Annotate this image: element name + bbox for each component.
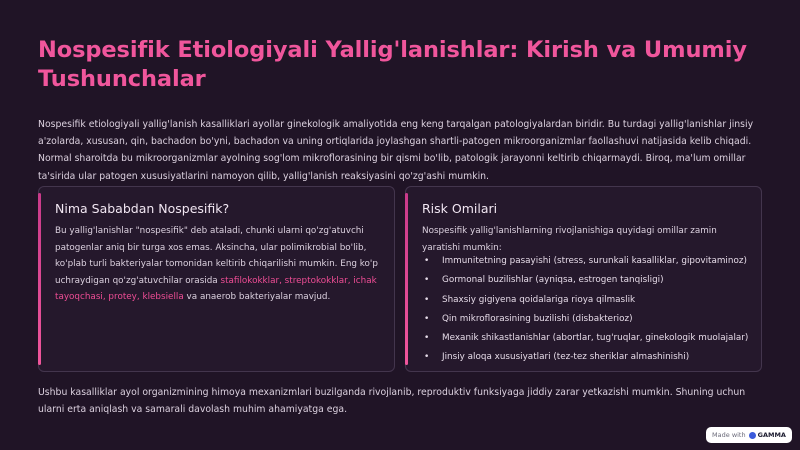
risk-factor-label: Gormonal buzilishlar (ayniqsa, estrogen tanqisligi) xyxy=(442,275,664,286)
risk-factor-label: Jinsiy aloqa xususiyatlari (tez-tez sheriklar almashinishi) xyxy=(442,352,690,363)
gamma-brand-label: GAMMA xyxy=(757,431,786,439)
card-nonspecific-reason xyxy=(38,186,395,372)
badge-prefix: Made with xyxy=(712,431,746,439)
bullet-icon: • xyxy=(424,256,430,266)
intro-paragraph: Nospesifik etiologiyali yallig'lanish kasalliklari ayollar ginekologik amaliyotida eng keng tarqalgan patologiyalardan biridir. Bu turdagi yallig'lanishlar jinsiy a'zolarda, xususan, qin, bachadon bo'yni, bachadon va uning ortiqlarida joylashgan shartli-patogen mikroorganizmlar faollashuvi natijasida kelib chiqadi. Normal sharoitda bu mikroorganizmlar ayolning sog'lom mikroflorasining bir qismi bo'lib, patologik jarayonni keltirib chiqarmaydi. Biroq, ma'lum omillar ta'sirida ular patogen xususiyatlarini namoyon qilib, yallig'lanish reaksiyasini qo'zg'ashi mumkin. xyxy=(38,119,754,182)
made-with-gamma-badge[interactable] xyxy=(706,427,792,443)
bullet-icon: • xyxy=(424,352,430,363)
card-text xyxy=(55,223,383,306)
card-title: Nima Sababdan Nospesifik? xyxy=(55,201,230,216)
list-item xyxy=(422,313,757,332)
card-title: Risk Omilari xyxy=(422,201,498,216)
risk-factor-label: Immunitetning pasayishi (stress, surunkali kasalliklar, gipovitaminoz) xyxy=(442,256,747,266)
risk-factor-label: Qin mikroflorasining buzilishi (disbakterioz) xyxy=(442,313,633,324)
list-item xyxy=(422,274,757,293)
bullet-icon: • xyxy=(424,333,430,344)
risk-factor-list xyxy=(422,255,757,371)
list-item xyxy=(422,294,757,313)
page-title: Nospesifik Etiologiyali Yallig'lanishlar: Kirish va Umumiy Tushunchalar xyxy=(38,37,747,92)
card-risk-factors xyxy=(405,186,762,372)
pathogen-highlight: stafilokokklar, streptokokklar, ichak tayoqchasi, protey, klebsiella xyxy=(55,275,377,302)
risk-factor-label: Shaxsiy gigiyena qoidalariga rioya qilmaslik xyxy=(442,294,636,305)
card-text: Nospesifik yallig'lanishlarning rivojlanishiga quyidagi omillar zamin yaratishi mumkin: xyxy=(422,226,717,253)
list-item xyxy=(422,255,757,274)
outro-paragraph: Ushbu kasalliklar ayol organizmining himoya mexanizmlari buzilganda rivojlanib, reproduktiv funksiyaga jiddiy zarar yetkazishi mumkin. Shuning uchun ularni erta aniqlash va samarali davolash muhim ahamiyatga ega. xyxy=(38,387,746,416)
bullet-icon: • xyxy=(424,294,430,305)
list-item xyxy=(422,351,757,370)
bullet-icon: • xyxy=(424,313,430,324)
gamma-brand xyxy=(749,431,786,439)
list-item xyxy=(422,332,757,351)
bullet-icon: • xyxy=(424,275,430,286)
card-text-after: va anaerob bakteriyalar mavjud. xyxy=(183,292,331,302)
gamma-logo-icon xyxy=(749,432,756,439)
card-text-before: Bu yallig'lanishlar "nospesifik" deb ataladi, chunki ularni qo'zg'atuvchi patogenlar aniq bir turga xos emas. Aksincha, ular polimikrobial bo'lib, ko'plab turli bakteriyalar tomonidan keltirib chiqarilishi mumkin. Eng ko'p uchraydigan qo'zg'atuvchilar orasida xyxy=(55,226,378,286)
risk-factor-label: Mexanik shikastlanishlar (abortlar, tug'ruqlar, ginekologik muolajalar) xyxy=(442,333,749,344)
